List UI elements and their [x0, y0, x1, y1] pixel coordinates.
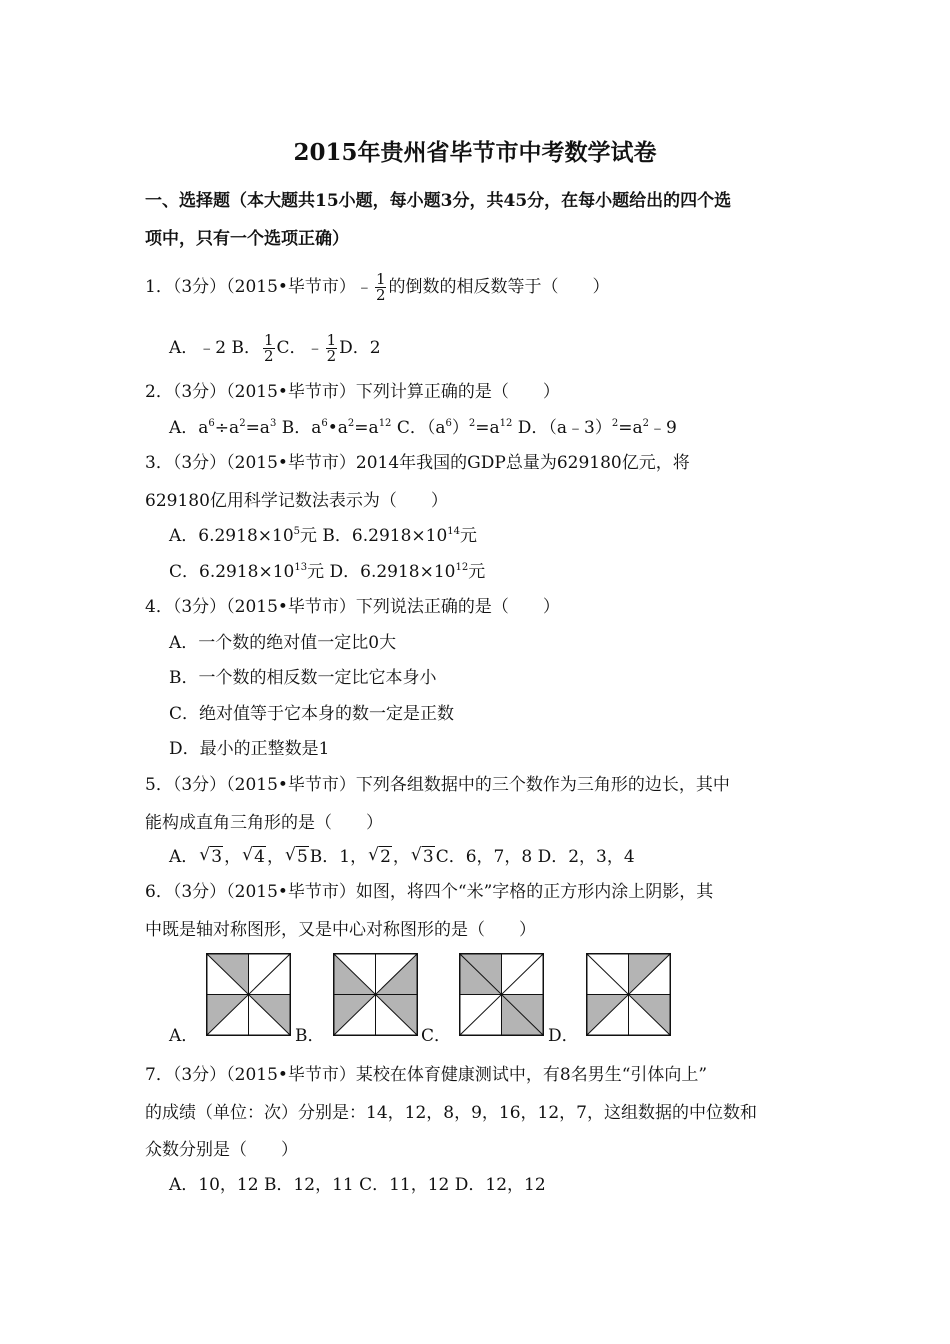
question-5-options: A． √ 3 ， √ 4 ， √ 5 B．1， √ 2 ， √ 3 C．6，7，8 D．2，3，4	[169, 845, 635, 867]
question-1-stem: 1．（3分）（2015•毕节市）﹣ $\frac{1}{2}$ 的倒数的相反数等于（ ）	[145, 270, 610, 304]
fraction: $\frac{1}{2}$	[326, 331, 337, 365]
square-root: √ 3	[410, 845, 434, 867]
question-1-options: A．﹣2 B． $\frac{1}{2}$ C．﹣ $\frac{1}{2}$ D．2	[169, 331, 381, 365]
figure-b	[333, 953, 418, 1036]
question-4-option-a: A．一个数的绝对值一定比0大	[169, 633, 397, 653]
section-heading-line1: 一、选择题（本大题共15小题，每小题3分，共45分，在每小题给出的四个选	[145, 191, 732, 211]
question-2-options: A．$a^6\div a^2=a^3$ B．$a^6•a^2=a^{12}$ C．$(a^6)^2=a^{12}$ D．$(a﹣3)^2=a^2﹣9$	[169, 418, 677, 438]
square-root: √ 4	[242, 845, 265, 867]
figure-label-c: C．	[421, 1026, 452, 1046]
question-3-stem-line1: 3．（3分）（2015•毕节市）2014年我国的GDP总量为629180亿元，将	[145, 453, 690, 473]
question-7-stem-line1: 7．（3分）（2015•毕节市）某校在体育健康测试中，有8名男生“引体向上”	[145, 1065, 708, 1085]
question-3-options-cd: C．$6.2918\times 10^{13}$元 D．$6.2918\times 10^{12}$元	[169, 562, 486, 582]
question-6-stem-line1: 6．（3分）（2015•毕节市）如图，将四个“米”字格的正方形内涂上阴影，其	[145, 882, 714, 902]
question-7-options: A．10，12 B．12，11 C．11，12 D．12，12	[169, 1175, 546, 1195]
question-6-stem-line2: 中既是轴对称图形，又是中心对称图形的是（ ）	[145, 920, 536, 940]
figure-a	[206, 953, 291, 1036]
question-7-stem-line3: 众数分别是（ ）	[145, 1140, 298, 1160]
square-root: √ 5	[284, 845, 308, 867]
question-4-stem: 4．（3分）（2015•毕节市）下列说法正确的是（ ）	[145, 597, 560, 617]
square-root: √ 3	[199, 845, 223, 867]
figure-c	[459, 953, 544, 1036]
question-4-option-b: B．一个数的相反数一定比它本身小	[169, 668, 437, 688]
fraction: $\frac{1}{2}$	[375, 270, 386, 304]
page-title: 2015年贵州省毕节市中考数学试卷	[293, 139, 657, 166]
figure-label-b: B．	[295, 1026, 325, 1046]
question-5-stem-line1: 5．（3分）（2015•毕节市）下列各组数据中的三个数作为三角形的边长，其中	[145, 775, 730, 795]
question-7-stem-line2: 的成绩（单位：次）分别是：14，12，8，9，16，12，7，这组数据的中位数和	[145, 1103, 757, 1123]
section-heading-line2: 项中，只有一个选项正确）	[145, 229, 349, 249]
question-4-option-d: D．最小的正整数是1	[169, 739, 330, 759]
figure-label-d: D．	[548, 1026, 579, 1046]
question-3-stem-line2: 629180亿用科学记数法表示为（ ）	[145, 491, 448, 511]
question-4-option-c: C．绝对值等于它本身的数一定是正数	[169, 704, 455, 724]
figure-d	[586, 953, 671, 1036]
figure-label-a: A．	[169, 1026, 199, 1046]
square-root: √ 2	[368, 845, 391, 867]
question-3-options-ab: A．$6.2918\times 10^5$元 B．$6.2918\times 10^{14}$元	[169, 526, 478, 546]
question-2-stem: 2．（3分）（2015•毕节市）下列计算正确的是（ ）	[145, 382, 560, 402]
fraction: $\frac{1}{2}$	[264, 331, 274, 365]
question-5-stem-line2: 能构成直角三角形的是（ ）	[145, 813, 383, 833]
